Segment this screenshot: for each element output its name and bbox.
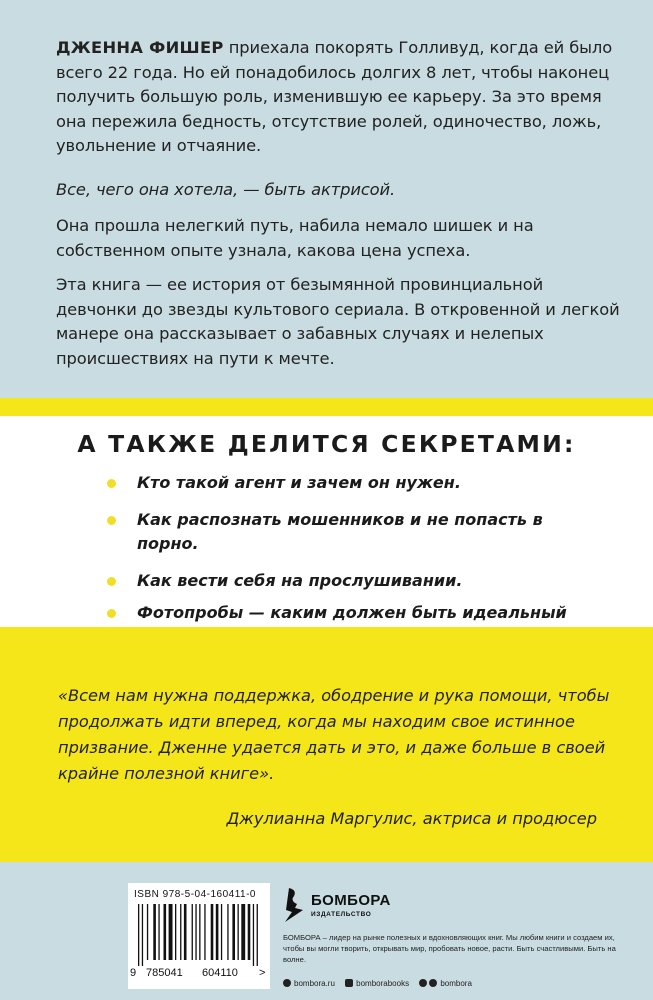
- list-item-text: Как распознать мошенников и не попасть в порно.: [137, 510, 543, 553]
- bullet-dot-icon: [107, 479, 116, 488]
- bullet-dot-icon: [107, 577, 116, 586]
- vk-link: bomborabooks: [356, 979, 410, 988]
- imprint-section: [0, 862, 653, 1000]
- social-icon-1: [419, 979, 427, 987]
- barcode-digit-end: >: [259, 967, 266, 979]
- quote-section: [0, 627, 653, 862]
- publisher-brand-sub: ИЗДАТЕЛЬСТВО: [311, 911, 372, 918]
- bullet-dot-icon: [107, 609, 116, 618]
- intro-paragraph-4: Эта книга — ее история от безымянной провинциальной девчонки до звезды культового сериала. В откровенной и легкой манере она рассказывает о забавных случаях и нелепых происшествиях на пути к мечте.: [56, 275, 620, 368]
- vk-icon: [345, 979, 353, 987]
- quote-text: «Всем нам нужна поддержка, ободрение и рука помощи, чтобы продолжать идти вперед, когда мы находим свое истинное призвание. Дженне удается дать и это, и даже больше в своей крайне полезной книге».: [58, 686, 610, 783]
- barcode-bars: [138, 904, 260, 966]
- secrets-heading: А ТАКЖЕ ДЕЛИТСЯ СЕКРЕТАМИ:: [77, 430, 576, 458]
- quote-author: Джулианна Маргулис, актриса и продюсер: [226, 809, 597, 828]
- list-item: [137, 569, 607, 593]
- intro-paragraph-3: Она прошла нелегкий путь, набила немало шишек и на собственном опыте узнала, какова цена успеха.: [56, 216, 534, 260]
- social-icon-2: [429, 979, 437, 987]
- barcode-digit-group-2: 604110: [202, 967, 238, 979]
- bullet-dot-icon: [107, 516, 116, 525]
- intro-section: [0, 0, 653, 398]
- barcode-digit-lead: 9: [130, 967, 137, 979]
- barcode: [128, 883, 270, 989]
- list-item: [137, 508, 607, 556]
- publisher-social: [283, 979, 472, 988]
- site-icon: [283, 979, 291, 987]
- yellow-divider: [0, 398, 653, 416]
- author-name: ДЖЕННА ФИШЕР: [56, 38, 224, 57]
- list-item-text: Фотопробы — каким должен быть идеальный: [137, 603, 567, 622]
- site-link: bombora.ru: [294, 979, 335, 988]
- intro-paragraph-1: [56, 36, 621, 159]
- list-item-text: Кто такой агент и зачем он нужен.: [137, 473, 461, 492]
- intro-paragraph-1-text: приехала покорять Голливуд, когда ей было всего 22 года. Но ей понадобилось долгих 8 лет, чтобы наконец получить большую роль, изменившую ее карьеру. За это время она пережила бедность, отсутствие ролей, одиночество, ложь, увольнение и отчаяние.: [56, 38, 613, 155]
- isbn-label: ISBN 978-5-04-160411-0: [134, 889, 256, 900]
- tg-link: bombora: [440, 979, 472, 988]
- publisher-description: БОМБОРА – лидер на рынке полезных и вдохновляющих книг. Мы любим книги и создаем их, чтобы вы могли творить, открывать мир, пробовать новое, расти. Быть счастливыми. Быть на волне.: [283, 933, 616, 964]
- intro-tagline: Все, чего она хотела, — быть актрисой.: [56, 180, 396, 199]
- publisher-brand: БОМБОРА: [311, 892, 391, 909]
- bombora-logo-icon: [283, 886, 305, 924]
- list-item-text: Как вести себя на прослушивании.: [137, 571, 463, 590]
- list-item: [137, 471, 607, 495]
- secrets-section: [0, 416, 653, 627]
- barcode-digit-group-1: 785041: [146, 967, 183, 979]
